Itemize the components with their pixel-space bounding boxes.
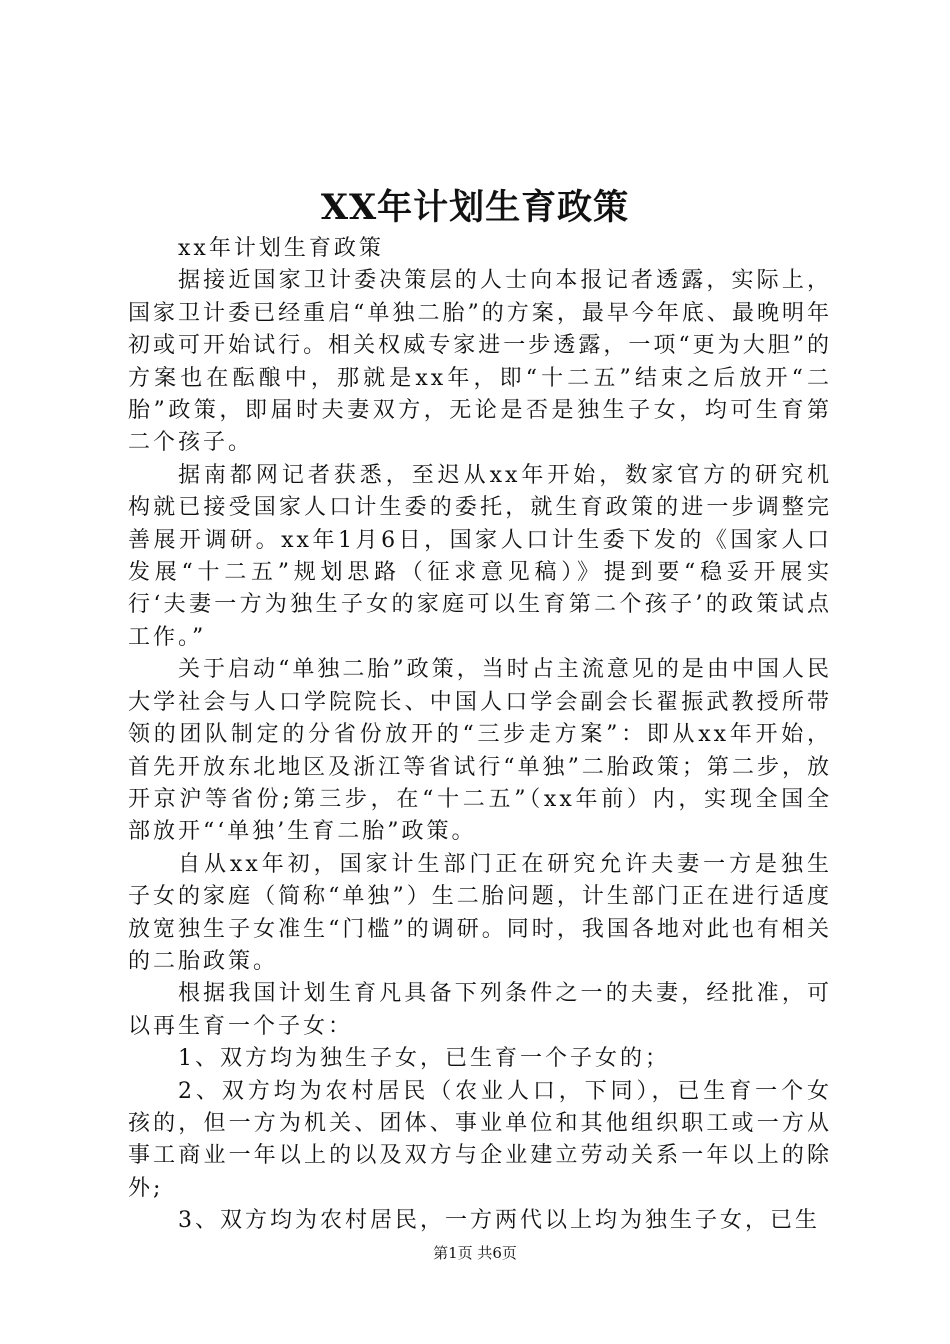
list-item: 1、双方均为独生子女，已生育一个子女的； — [178, 1046, 670, 1072]
paragraph: 据南都网记者获悉，至迟从xx年开始，数家官方的研究机构就已接受国家人口计生委的委托，就生育政策的进一步调整完善展开调研。xx年1月6日，国家人口计生委下发的《国家人口发展“十二五”规划思路（征求意见稿）》提到要“稳妥开展实行‘夫妻一方为独生子女的家庭可以生育第二个孩子’的政策试点工作。” — [128, 462, 832, 650]
list-item: 2、双方均为农村居民（农业人口，下同），已生育一个女孩的，但一方为机关、团体、事业单位和其他组织职工或一方从事工商业一年以上的以及双方与企业建立劳动关系一年以上的除外; — [128, 1078, 832, 1201]
document-body — [128, 233, 832, 1238]
paragraph: 根据我国计划生育凡具备下列条件之一的夫妻，经批准，可以再生育一个子女： — [128, 981, 832, 1039]
page-number: 第1页 共6页 — [433, 1244, 517, 1262]
list-item: 3、双方均为农村居民，一方两代以上均为独生子女，已生 — [178, 1208, 820, 1234]
paragraph: 关于启动“单独二胎”政策，当时占主流意见的是由中国人民大学社会与人口学院院长、中国人口学会副会长翟振武教授所带领的团队制定的分省份放开的“三步走方案”：即从xx年开始，首先开放东北地区及浙江等省试行“单独”二胎政策；第二步，放开京沪等省份;第三步，在“十二五”（xx年前）内，实现全国全部放开“‘单独’生育二胎”政策。 — [128, 657, 832, 845]
paragraph: 据接近国家卫计委决策层的人士向本报记者透露，实际上，国家卫计委已经重启“单独二胎”的方案，最早今年底、最晚明年初或可开始试行。相关权威专家进一步透露，一项“更为大胆”的方案也在酝酿中，那就是xx年，即“十二五”结束之后放开“二胎”政策，即届时夫妻双方，无论是否是独生子女，均可生育第二个孩子。 — [128, 268, 832, 456]
paragraph: 自从xx年初，国家计生部门正在研究允许夫妻一方是独生子女的家庭（简称“单独”）生二胎问题，计生部门正在进行适度放宽独生子女准生“门槛”的调研。同时，我国各地对此也有相关的二胎政策。 — [128, 851, 832, 974]
paragraph: xx年计划生育政策 — [178, 236, 384, 261]
document-title: XX年计划生育政策 — [320, 187, 630, 228]
